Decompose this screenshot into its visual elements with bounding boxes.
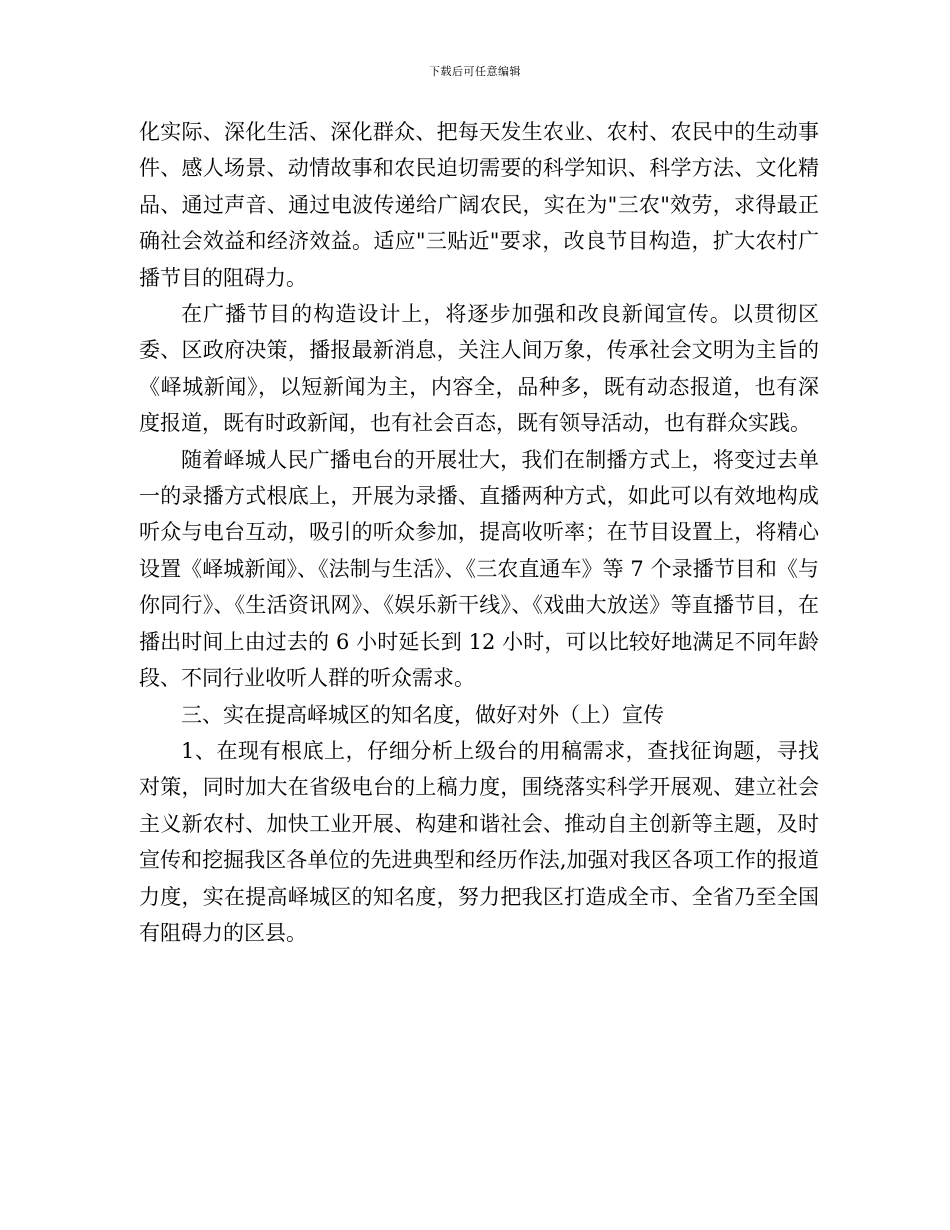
paragraph-program-structure: 在广播节目的构造设计上，将逐步加强和改良新闻宣传。以贯彻区委、区政府决策，播报最新消息，关注人间万象，传承社会文明为主旨的《峄城新闻》，以短新闻为主，内容全，品种多，既有动态报道，也有深度报道，既有时政新闻，也有社会百态，既有领导活动，也有群众实践。: [139, 302, 819, 436]
page-header: 下载后可任意编辑: [429, 65, 521, 78]
document-body: [139, 114, 819, 951]
paragraph-broadcast-methods: 随着峄城人民广播电台的开展壮大，我们在制播方式上，将变过去单一的录播方式根底上，开展为录播、直播两种方式，如此可以有效地构成听众与电台互动，吸引的听众参加，提高收听率；在节目设置上，将精心设置《峄城新闻》、《法制与生活》、《三农直通车》等 7 个录播节目和《与你同行》、《生活资讯网》、《娱乐新干线》、《戏曲大放送》等直播节目，在播出时间上由过去的 6 小时延长到 12 小时，可以比较好地满足不同年龄段、不同行业收听人群的听众需求。: [139, 447, 819, 691]
paragraph-continuation: 化实际、深化生活、深化群众、把每天发生农业、农村、农民中的生动事件、感人场景、动情故事和农民迫切需要的科学知识、科学方法、文化精品、通过声音、通过电波传递给广阔农民，实在为"三农"效劳，求得最正确社会效益和经济效益。适应"三贴近"要求，改良节目构造，扩大农村广播节目的阻碍力。: [139, 120, 819, 290]
section-heading-publicity: 三、实在提高峄城区的知名度，做好对外（上）宣传: [181, 702, 664, 727]
paragraph-item-1: 1、在现有根底上，仔细分析上级台的用稿需求，查找征询题，寻找对策，同时加大在省级电台的上稿力度，围绕落实科学开展观、建立社会主义新农村、加快工业开展、构建和谐社会、推动自主创新等主题，及时宣传和挖掘我区各单位的先进典型和经历作法,加强对我区各项工作的报道力度，实在提高峄城区的知名度，努力把我区打造成全市、全省乃至全国有阻碍力的区县。: [139, 738, 819, 945]
